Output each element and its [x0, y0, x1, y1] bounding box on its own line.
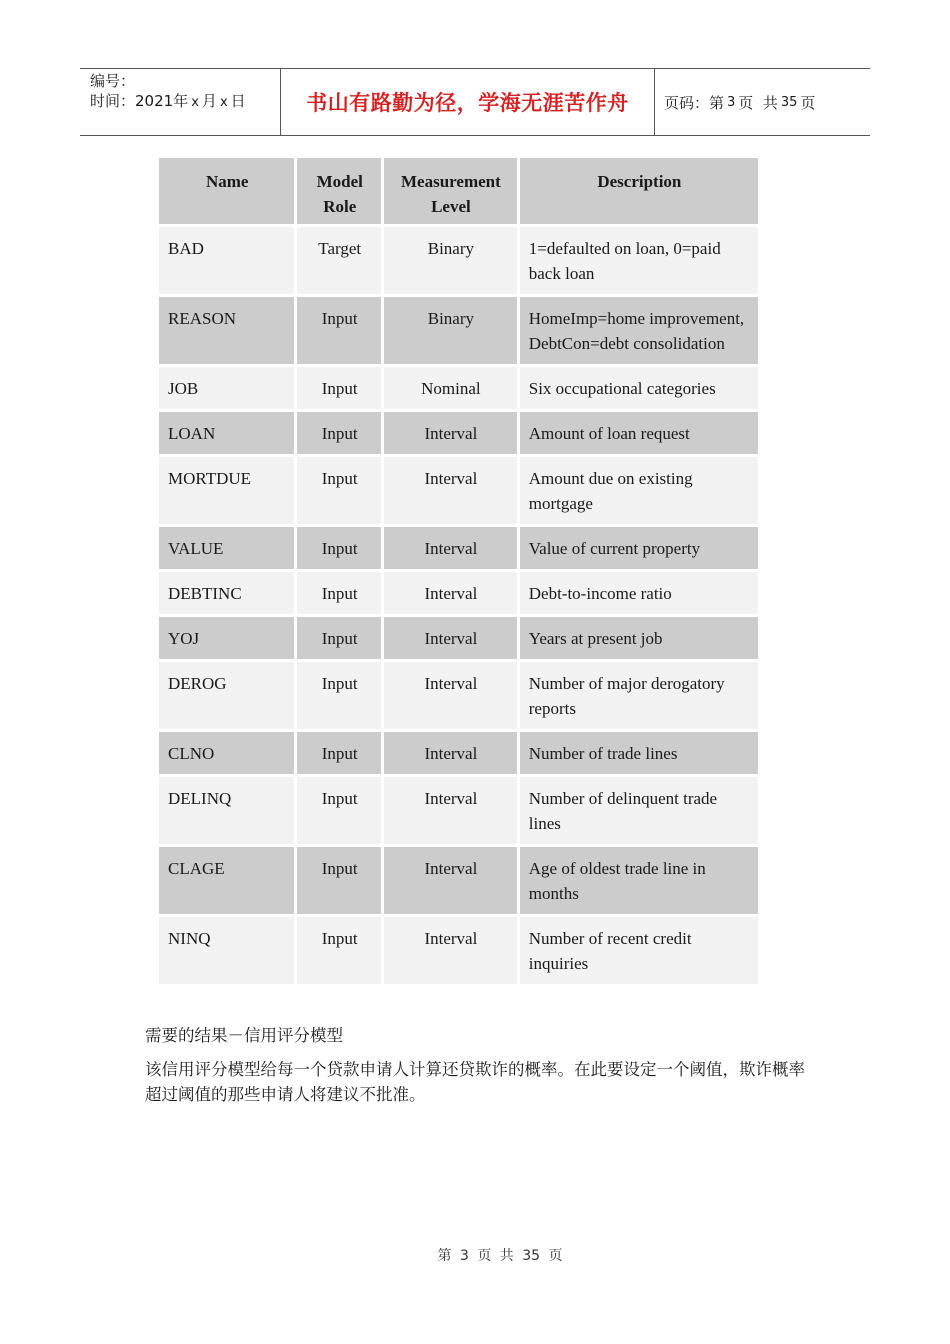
header-measurement-level: Measurement Level — [384, 158, 517, 224]
cell-name: LOAN — [159, 412, 294, 454]
day-unit: 日 — [230, 92, 246, 110]
header-page-info — [655, 69, 870, 135]
month: x — [191, 95, 199, 110]
table-row — [159, 457, 758, 524]
cell-description: Number of delinquent trade lines — [520, 777, 758, 844]
variables-table — [156, 155, 761, 987]
total-label: 共 — [762, 93, 778, 112]
cell-role: Input — [297, 572, 381, 614]
table-row — [159, 662, 758, 729]
cell-role: Input — [297, 662, 381, 729]
cell-level: Interval — [384, 527, 517, 569]
number-label: 编号： — [90, 72, 136, 90]
section-heading: 需要的结果－信用评分模型 — [145, 1026, 343, 1045]
header-description: Description — [520, 158, 758, 224]
table-header-row — [159, 158, 758, 224]
year: 2021 — [135, 92, 174, 110]
cell-name: YOJ — [159, 617, 294, 659]
table-row — [159, 367, 758, 409]
time-label: 时间： — [90, 92, 136, 110]
cell-description: Amount due on existing mortgage — [520, 457, 758, 524]
cell-description: Number of major derogatory reports — [520, 662, 758, 729]
document-date — [90, 91, 280, 113]
month-unit: 月 — [201, 92, 217, 110]
body-paragraph: 该信用评分模型给每一个贷款申请人计算还贷欺诈的概率。在此要设定一个阈值，欺诈概率超过阈值的那些申请人将建议不批准。 — [145, 1060, 805, 1104]
cell-level: Nominal — [384, 367, 517, 409]
cell-name: CLAGE — [159, 847, 294, 914]
table-row — [159, 732, 758, 774]
total-pages: 35 — [780, 94, 798, 110]
table-row — [159, 572, 758, 614]
cell-description: HomeImp=home improvement, DebtCon=debt consolidation — [520, 297, 758, 364]
cell-level: Interval — [384, 847, 517, 914]
page-label: 页码：第 — [664, 93, 725, 112]
footer-page-unit: 页 — [477, 1248, 492, 1264]
motto: 书山有路勤为径，学海无涯苦作舟 — [306, 91, 629, 115]
cell-level: Interval — [384, 732, 517, 774]
cell-role: Input — [297, 457, 381, 524]
cell-level: Interval — [384, 412, 517, 454]
cell-description: Value of current property — [520, 527, 758, 569]
table-row — [159, 847, 758, 914]
cell-role: Input — [297, 777, 381, 844]
header-meta — [80, 69, 281, 135]
cell-name: DEBTINC — [159, 572, 294, 614]
cell-name: CLNO — [159, 732, 294, 774]
document-number — [90, 71, 280, 91]
cell-description: Age of oldest trade line in months — [520, 847, 758, 914]
day: x — [219, 95, 228, 110]
year-unit: 年 — [173, 92, 189, 110]
cell-level: Interval — [384, 617, 517, 659]
cell-level: Binary — [384, 227, 517, 294]
cell-name: JOB — [159, 367, 294, 409]
table-row — [159, 617, 758, 659]
table-row — [159, 917, 758, 984]
cell-name: VALUE — [159, 527, 294, 569]
cell-role: Input — [297, 917, 381, 984]
cell-description: Debt-to-income ratio — [520, 572, 758, 614]
cell-description: Amount of loan request — [520, 412, 758, 454]
footer-page: 3 — [459, 1248, 469, 1264]
cell-name: DEROG — [159, 662, 294, 729]
header-motto-cell — [281, 69, 655, 135]
cell-description: Number of trade lines — [520, 732, 758, 774]
cell-role: Target — [297, 227, 381, 294]
page-unit: 页 — [738, 93, 754, 112]
total-unit: 页 — [800, 93, 816, 112]
table-row — [159, 227, 758, 294]
cell-name: REASON — [159, 297, 294, 364]
cell-name: BAD — [159, 227, 294, 294]
cell-name: DELINQ — [159, 777, 294, 844]
table-row — [159, 412, 758, 454]
page-footer — [0, 1245, 950, 1265]
table-row — [159, 527, 758, 569]
table-row — [159, 777, 758, 844]
footer-total-label: 共 — [499, 1248, 514, 1264]
cell-description: Six occupational categories — [520, 367, 758, 409]
page-header — [80, 68, 870, 136]
page-number: 3 — [727, 94, 736, 110]
cell-level: Interval — [384, 917, 517, 984]
cell-role: Input — [297, 732, 381, 774]
cell-level: Interval — [384, 572, 517, 614]
cell-level: Interval — [384, 662, 517, 729]
header-model-role: Model Role — [297, 158, 381, 224]
cell-role: Input — [297, 412, 381, 454]
cell-description: Years at present job — [520, 617, 758, 659]
cell-role: Input — [297, 297, 381, 364]
header-name: Name — [159, 158, 294, 224]
cell-name: NINQ — [159, 917, 294, 984]
table-row — [159, 297, 758, 364]
cell-description: Number of recent credit inquiries — [520, 917, 758, 984]
cell-description: 1=defaulted on loan, 0=paid back loan — [520, 227, 758, 294]
cell-level: Interval — [384, 457, 517, 524]
footer-prefix: 第 — [437, 1248, 452, 1264]
footer-total-unit: 页 — [548, 1248, 563, 1264]
cell-name: MORTDUE — [159, 457, 294, 524]
cell-role: Input — [297, 617, 381, 659]
cell-role: Input — [297, 847, 381, 914]
cell-level: Binary — [384, 297, 517, 364]
cell-level: Interval — [384, 777, 517, 844]
cell-role: Input — [297, 367, 381, 409]
cell-role: Input — [297, 527, 381, 569]
footer-total: 35 — [522, 1248, 541, 1264]
